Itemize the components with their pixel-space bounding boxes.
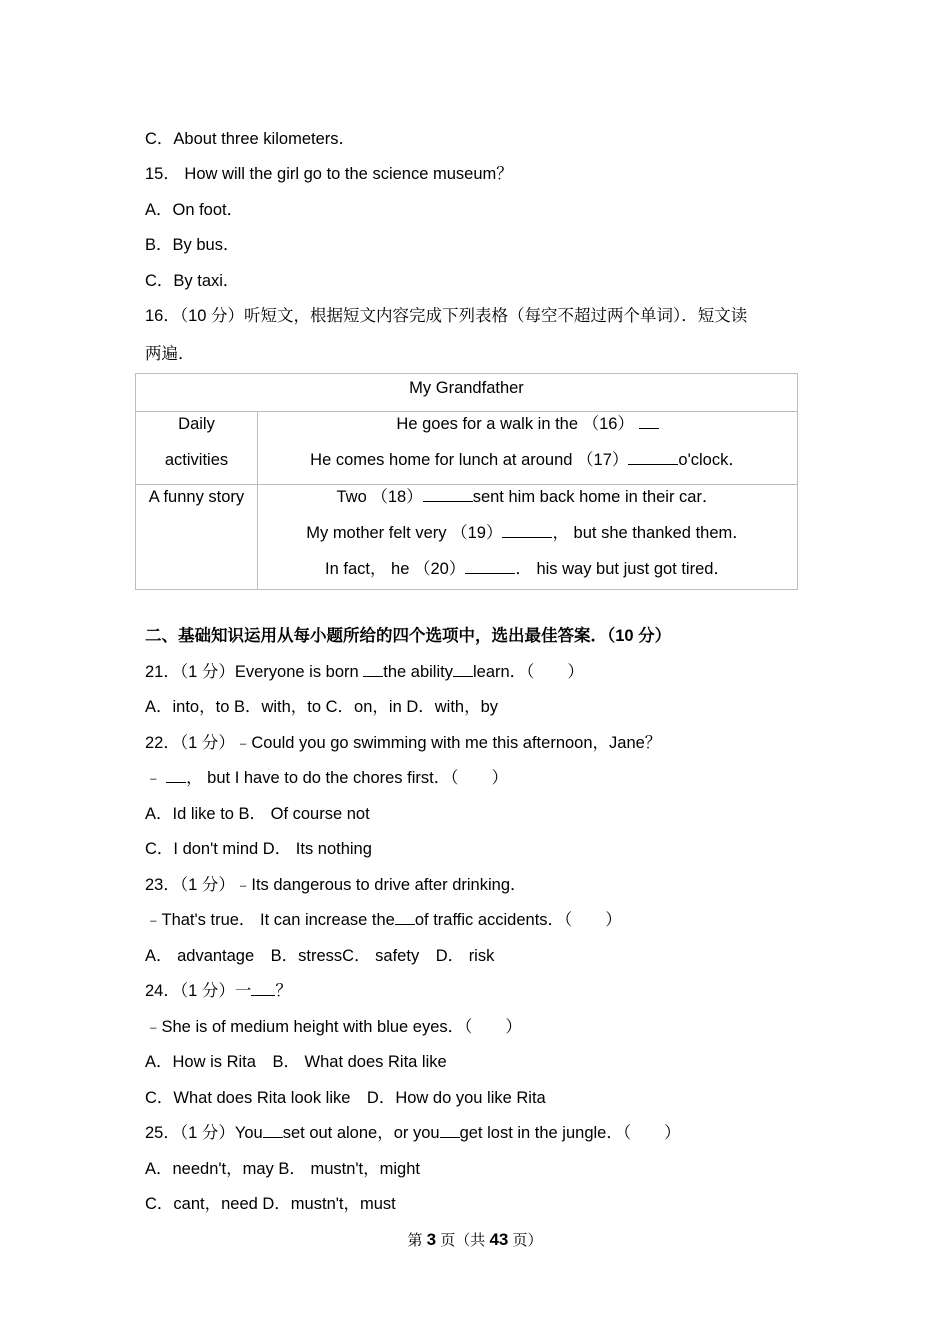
daily-label-line1: Daily [178,415,215,433]
q22-options-1: A．Id like to B． Of course not [145,805,370,823]
q25-options-1: A．needn't，may B． mustn't，might [145,1160,420,1178]
question-24: 24．（1 分）一 ？ [145,982,292,1000]
q23-options: A． advantage B．stressC． safety D． risk [145,947,495,965]
question-23: 23．（1 分）﹣Its dangerous to drive after drinking． [145,876,527,894]
blank-25b[interactable] [440,1123,460,1138]
q24-options-2: C．What does Rita look like D．How do you like Rita [145,1089,546,1107]
funny-row-2: My mother felt very （19） ， but she thanked them． [306,524,749,542]
question-25: 25．（1 分）You set out alone，or you get lost in the jungle．（ ） [145,1124,681,1142]
q22-options-2: C．I don't mind D． Its nothing [145,840,372,858]
grandfather-table [135,373,798,590]
q25-options-2: C．cant，need D．mustn't，must [145,1195,396,1213]
daily-row-1: He goes for a walk in the （16） [258,412,797,448]
section-2-heading: 二、基础知识运用从每小题所给的四个选项中，选出最佳答案．（10 分） [145,627,672,645]
funny-story-content [258,485,798,590]
page-footer: 第 3 页（共 43 页） [407,1230,543,1249]
blank-18[interactable] [423,487,473,502]
blank-19[interactable] [502,523,552,538]
blank-20[interactable] [465,559,515,574]
daily-activities-label [136,412,258,485]
q23-response: ﹣That's true． It can increase the of traffic accidents．（ ） [145,911,622,929]
blank-24[interactable] [251,981,275,996]
funny-row-3: In fact， he （20） ． his way but just got tired． [325,560,730,578]
q24-options-1: A．How is Rita B． What does Rita like [145,1053,447,1071]
blank-25a[interactable] [263,1123,283,1138]
daily-label-line2: activities [164,451,229,469]
question-21: 21．（1 分）Everyone is born the ability learn．（ ） [145,663,584,681]
daily-row-2: He comes home for lunch at around （17） o'clock． [310,451,745,469]
funny-row-1: Two （18） sent him back home in their car． [336,488,719,506]
page-number: 3 [426,1230,437,1249]
question-22: 22．（1 分）﹣Could you go swimming with me this afternoon，Jane？ [145,734,662,752]
line-option-c-distance: C．About three kilometers． [145,130,355,148]
daily-activities-content [258,412,798,485]
q22-response: ﹣ ， but I have to do the chores first．（ ） [145,769,508,787]
blank-21a[interactable] [363,662,383,677]
blank-23[interactable] [395,910,415,925]
blank-22[interactable] [166,768,186,783]
blank-16[interactable] [639,414,659,429]
blank-17[interactable] [628,450,678,465]
question-15: 15． How will the girl go to the science museum？ [145,165,513,183]
q21-options: A．into，to B．with，to C．on，in D．with，by [145,698,499,716]
q24-response: ﹣She is of medium height with blue eyes．（ ） [145,1018,522,1036]
q15-option-c: C．By taxi． [145,272,240,290]
page-total: 43 [489,1230,509,1249]
q15-option-b: B．By bus． [145,236,240,254]
question-16-line1: 16．（10 分）听短文，根据短文内容完成下列表格（每空不超过两个单词）．短文读 [145,307,748,325]
blank-21b[interactable] [453,662,473,677]
table-title: My Grandfather [136,374,798,412]
funny-story-label: A funny story [136,485,258,590]
q15-option-a: A．On foot． [145,201,244,219]
question-16-line2: 两遍． [145,345,195,363]
